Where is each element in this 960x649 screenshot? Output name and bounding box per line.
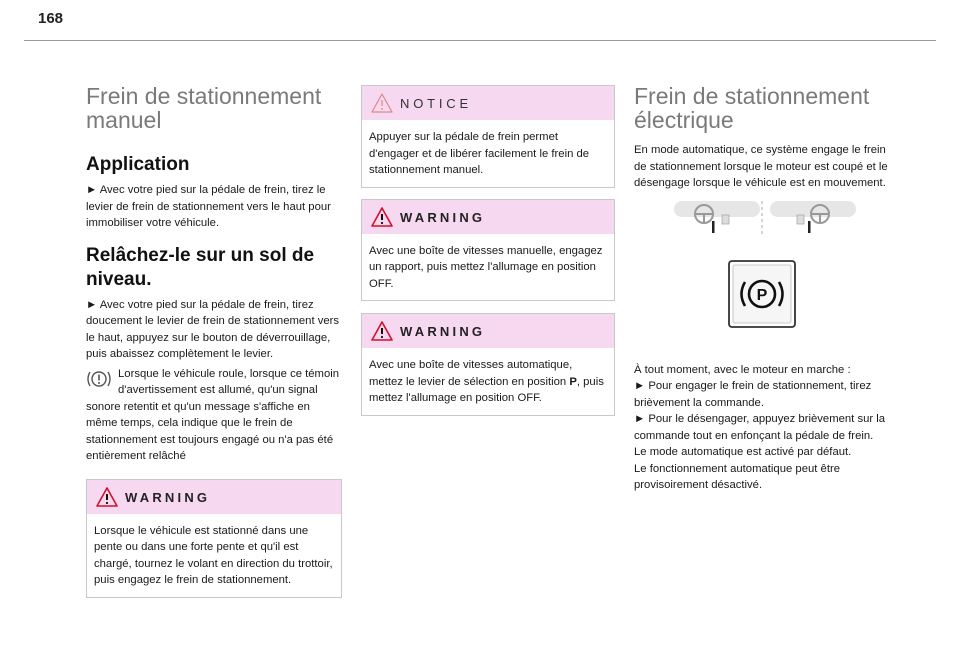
application-text: ► Avec votre pied sur la pédale de frein, tirez le levier de frein de stationnement vers le haut pour immobiliser votre véhicule. bbox=[86, 184, 331, 229]
application-heading: Application bbox=[86, 154, 190, 175]
page-number: 168 bbox=[38, 10, 64, 27]
intro-text: En mode automatique, ce système engage le frein de stationnement lorsque le moteur est coupé et le désengage lorsque le véhicule est en mouvement. bbox=[634, 144, 888, 189]
notice-box-header bbox=[362, 86, 614, 120]
warning-box-manual bbox=[361, 199, 615, 302]
notice-text: Appuyer sur la pédale de frein permet d'engager et de libérer facilement le frein de stationnement manuel. bbox=[369, 131, 590, 176]
release-heading: Relâchez-le sur un sol de niveau. bbox=[86, 244, 315, 290]
warning-title: WARNING bbox=[400, 324, 486, 339]
left-column bbox=[86, 84, 342, 598]
gear-position-p: P bbox=[569, 375, 577, 388]
warning-box-header bbox=[87, 480, 341, 514]
warning-box-slope bbox=[86, 479, 342, 598]
instruction-line-5: Le fonctionnement automatique peut être provisoirement désactivé. bbox=[634, 462, 840, 491]
warning-triangle-icon bbox=[371, 207, 393, 227]
warning-box-header bbox=[362, 200, 614, 234]
warning-triangle-icon bbox=[96, 487, 118, 507]
release-text: ► Avec votre pied sur la pédale de frein, tirez doucement le levier de frein de stationnement vers le haut, appuyez sur le bouton de déverrouillage, puis abaissez complètement le levier. bbox=[86, 298, 340, 360]
warning-title: WARNING bbox=[400, 209, 486, 225]
steering-wheel-icon bbox=[634, 201, 890, 361]
instruction-line-3: ► Pour le désengager, appuyez brièvement sur la commande tout en enfonçant la pédale de frein. bbox=[634, 413, 886, 442]
electric-parking-brake-button-icon bbox=[729, 261, 795, 327]
warning-text-part: Avec une boîte de vitesses automatique, mettez le levier de sélection en position bbox=[369, 359, 573, 388]
warning-box-header bbox=[362, 314, 614, 348]
warning-text: Lorsque le véhicule est stationné dans une pente ou dans une forte pente et qu'il est chargé, tournez le volant en direction du trottoir, puis engagez le frein de stationnement. bbox=[94, 524, 333, 586]
warning-text bbox=[369, 357, 607, 407]
parking-brake-illustration bbox=[634, 201, 890, 361]
notice-triangle-icon bbox=[371, 93, 393, 113]
warning-box-automatic bbox=[361, 313, 615, 416]
header-divider bbox=[24, 40, 936, 41]
instruction-line-2: ► Pour engager le frein de stationnement, tirez brièvement la commande. bbox=[634, 380, 872, 409]
svg-text:P: P bbox=[756, 286, 768, 304]
right-column bbox=[634, 84, 890, 494]
note-text: Lorsque le véhicule roule, lorsque ce témoin d'avertissement est allumé, qu'un signal sonore retentit et qu'un message s'affiche en même temps, cela indique que le frein de stationnement est toujours engagé ou n'a pas été entièrement relâché bbox=[86, 367, 340, 462]
notice-title: NOTICE bbox=[400, 96, 472, 111]
warning-text: Avec une boîte de vitesses manuelle, engagez un rapport, puis mettez l'allumage en position OFF. bbox=[369, 244, 603, 290]
middle-column bbox=[361, 85, 615, 416]
notice-box bbox=[361, 85, 615, 188]
parking-brake-warning-icon bbox=[86, 368, 112, 390]
note-block bbox=[86, 366, 342, 465]
warning-triangle-icon bbox=[371, 321, 393, 341]
electric-brake-title: Frein de stationnement électrique bbox=[634, 83, 870, 133]
warning-title: WARNING bbox=[125, 489, 211, 505]
instruction-line-1: À tout moment, avec le moteur en marche : bbox=[634, 363, 851, 376]
manual-brake-title: Frein de stationnement manuel bbox=[86, 83, 322, 133]
instruction-line-4: Le mode automatique est activé par défaut. bbox=[634, 446, 852, 458]
warning-text-part: , puis mettez l'allumage en position OFF. bbox=[369, 375, 604, 404]
